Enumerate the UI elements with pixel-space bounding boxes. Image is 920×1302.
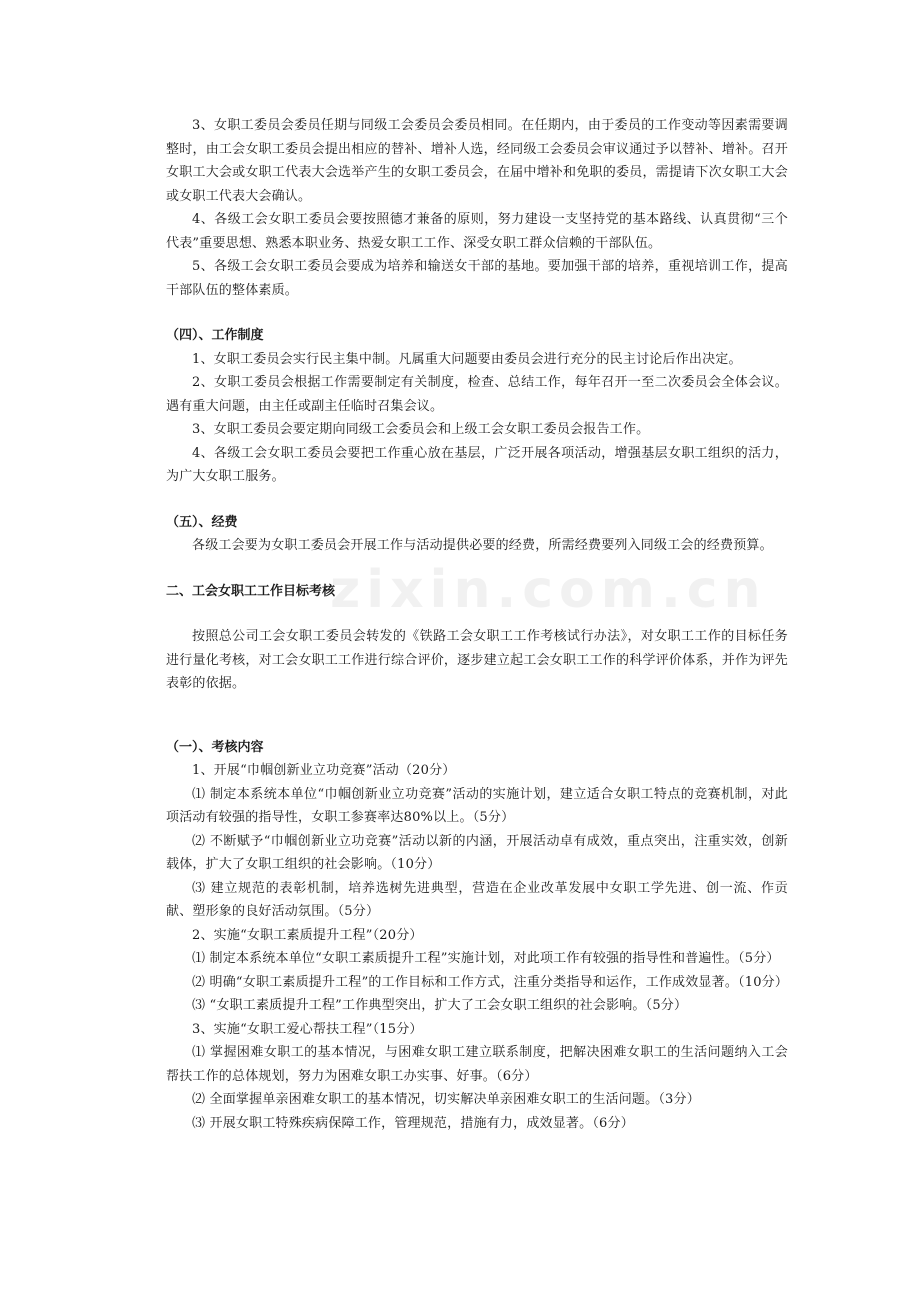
paragraph-work-system-1: 1、女职工委员会实行民主集中制。凡属重大问题要由委员会进行充分的民主讨论后作出决定。 [192, 351, 742, 367]
item-3-c: ⑶ 开展女职工特殊疾病保障工作，管理规范，措施有力，成效显著。（6分） [192, 1115, 634, 1131]
section-heading-funding: （五）、经费 [166, 514, 238, 530]
paragraph-assessment-intro: 按照总公司工会女职工委员会转发的《铁路工会女职工工作考核试行办法》，对女职工工作的目标任务进行量化考核，对工会女职工工作进行综合评价，逐步建立起工会女职工工作的科学评价体系，并作为评先表彰的依据。 [166, 629, 788, 691]
section-heading-assessment-content: （一）、考核内容 [166, 739, 264, 755]
item-1-title: 1、开展“巾帼创新业立功竞赛”活动（20分） [192, 763, 456, 778]
section-heading-work-system: （四）、工作制度 [166, 328, 264, 343]
spacer [166, 302, 788, 324]
paragraph-work-system-3: 3、女职工委员会要定期向同级工会委员会和上级工会女职工委员会报告工作。 [192, 422, 650, 437]
spacer [166, 603, 788, 625]
paragraph-work-system-4: 4、各级工会女职工委员会要把工作重心放在基层，广泛开展各项活动，增强基层女职工组织的活力，为广大女职工服务。 [166, 445, 788, 484]
item-3-b: ⑵ 全面掌握单亲困难女职工的基本情况，切实解决单亲困难女职工的生活问题。（3分） [192, 1092, 700, 1107]
watermark-logo: zixin.com.cn [330, 560, 767, 620]
document-page [166, 114, 788, 1135]
part-heading-assessment: 二、工会女职工工作目标考核 [166, 583, 336, 599]
item-2-b: ⑵ 明确“女职工素质提升工程”的工作目标和工作方式，注重分类指导和运作，工作成效显著。（10分） [192, 974, 789, 990]
paragraph-5-training-base: 5、各级工会女职工委员会要成为培养和输送女干部的基地。要加强干部的培养，重视培训工作，提高干部队伍的整体素质。 [166, 259, 788, 298]
paragraph-4-cadre-team: 4、各级工会女职工委员会要按照德才兼备的原则，努力建设一支坚持党的基本路线、认真贯彻“三个代表”重要思想、熟悉本职业务、热爱女职工工作、深受女职工群众信赖的干部队伍。 [166, 212, 788, 251]
spacer [166, 558, 788, 580]
item-2-c: ⑶ “女职工素质提升工程”工作典型突出，扩大了工会女职工组织的社会影响。（5分） [192, 998, 688, 1013]
item-2-title: 2、实施“女职工素质提升工程”（20分） [192, 927, 423, 943]
item-2-a: ⑴ 制定本系统本单位“女职工素质提升工程”实施计划，对此项工作有较强的指导性和普遍性。（5分） [192, 951, 780, 966]
paragraph-work-system-2: 2、女职工委员会根据工作需要制定有关制度，检查、总结工作，每年召开一至二次委员会全体会议。遇有重大问题，由主任或副主任临时召集会议。 [166, 375, 788, 414]
paragraph-3-term: 3、女职工委员会委员任期与同级工会委员会委员相同。在任期内，由于委员的工作变动等因素需要调整时，由工会女职工委员会提出相应的替补、增补人选，经同级工会委员会审议通过予以替补、增补。召开女职工大会或女职工代表大会选举产生的女职工委员会，在届中增补和免职的委员，需提请下次女职工大会或女职工代表大会确认。 [166, 118, 788, 204]
item-1-a: ⑴ 制定本系统本单位“巾帼创新业立功竞赛”活动的实施计划，建立适合女职工特点的竞赛机制，对此项活动有较强的指导性，女职工参赛率达80%以上。（5分） [166, 786, 788, 825]
spacer [166, 489, 788, 511]
item-1-b: ⑵ 不断赋予“巾帼创新业立功竞赛”活动以新的内涵，开展活动卓有成效，重点突出，注重实效，创新载体，扩大了女职工组织的社会影响。（10分） [166, 833, 788, 872]
spacer [166, 696, 788, 736]
paragraph-funding: 各级工会要为女职工委员会开展工作与活动提供必要的经费，所需经费要列入同级工会的经费预算。 [192, 538, 773, 553]
item-1-c: ⑶ 建立规范的表彰机制，培养选树先进典型，营造在企业改革发展中女职工学先进、创一流、作贡献、塑形象的良好活动氛围。（5分） [166, 880, 788, 919]
item-3-a: ⑴ 掌握困难女职工的基本情况，与困难女职工建立联系制度，把解决困难女职工的生活问题纳入工会帮扶工作的总体规划，努力为困难女职工办实事、好事。（6分） [166, 1045, 788, 1084]
item-3-title: 3、实施“女职工爱心帮扶工程”（15分） [192, 1021, 423, 1037]
